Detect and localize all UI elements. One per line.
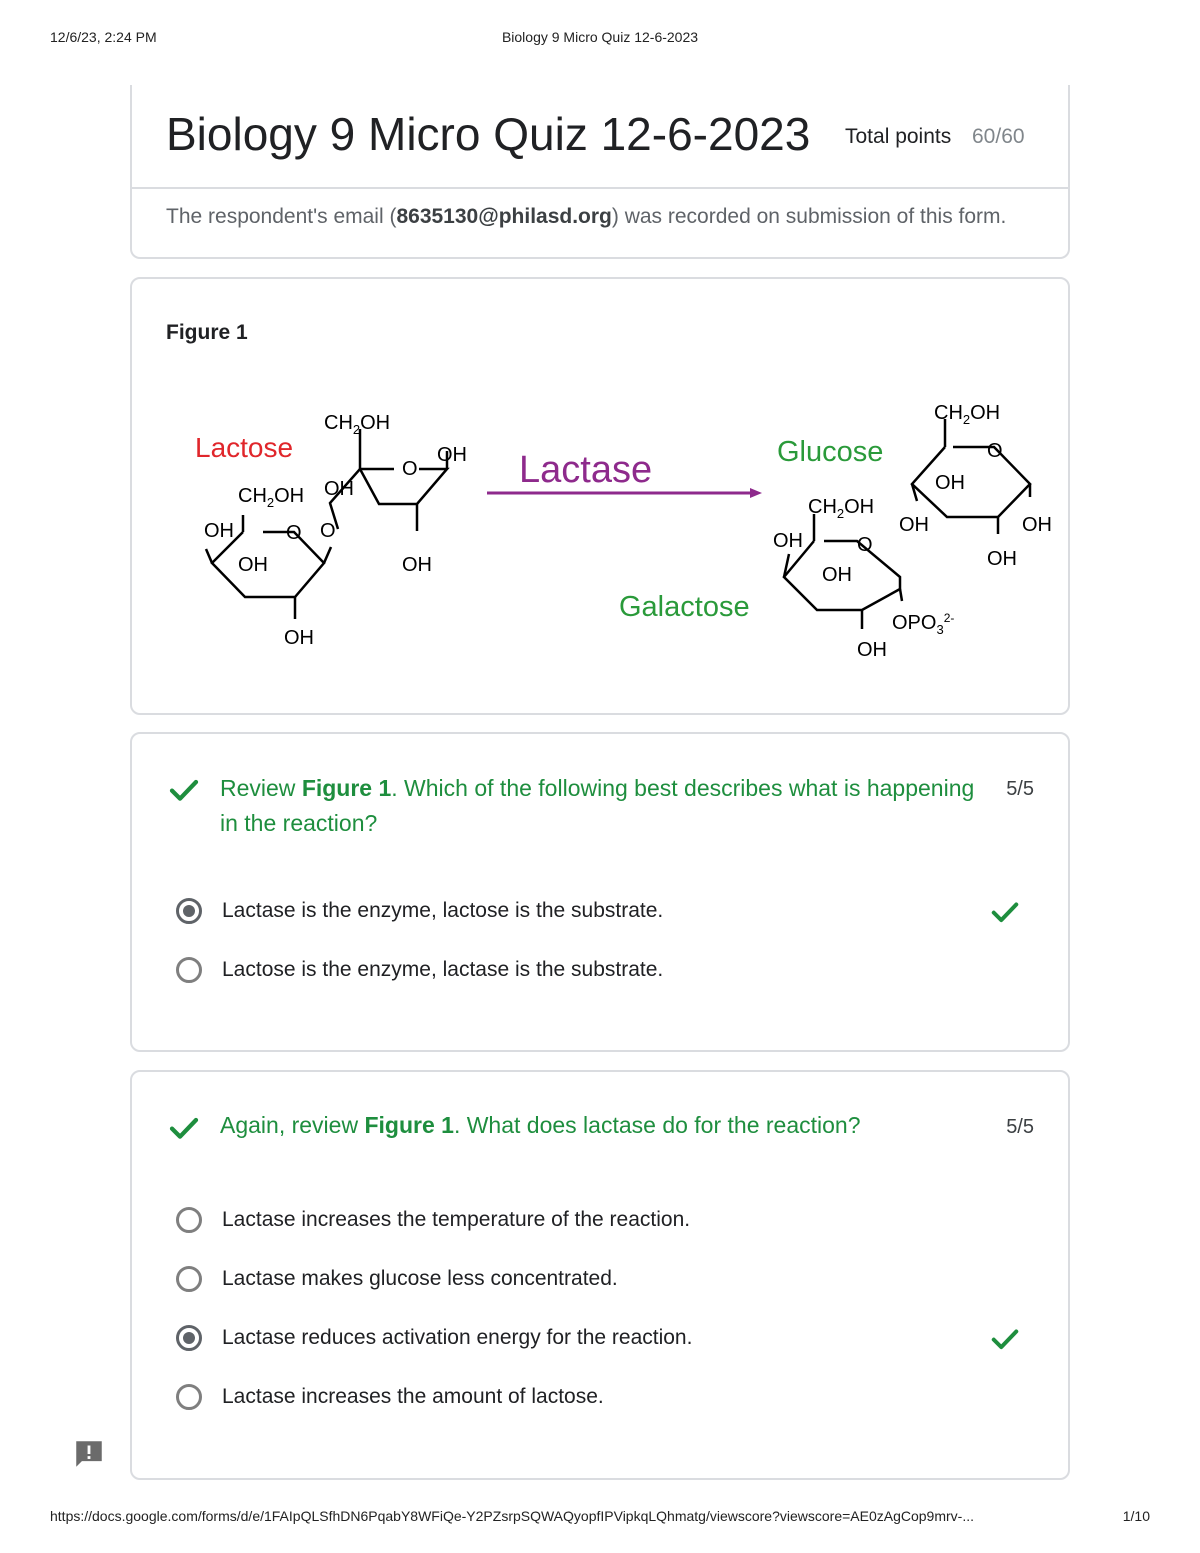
print-datetime: 12/6/23, 2:24 PM (50, 29, 157, 45)
svg-text:O: O (320, 520, 336, 542)
form-header-card (130, 85, 1070, 259)
svg-text:O: O (402, 458, 418, 480)
svg-text:OH: OH (822, 564, 852, 586)
question-card-2 (130, 1070, 1070, 1480)
option-2-3[interactable] (176, 1321, 692, 1355)
option-1-1[interactable] (176, 894, 663, 928)
label-lactase: Lactase (519, 449, 653, 491)
svg-text:OPO32-: $OPO_3^{2-}$ (892, 611, 955, 637)
option-2-1[interactable] (176, 1203, 690, 1237)
svg-text:OH: OH (238, 554, 268, 576)
glucose-ring (912, 447, 1030, 517)
question-score-2: 5/5 (1006, 1116, 1034, 1138)
lactose-reaction-figure (162, 389, 1052, 679)
svg-text:OH: OH (899, 514, 929, 536)
print-title: Biology 9 Micro Quiz 12-6-2023 (501, 29, 699, 45)
form-title: Biology 9 Micro Quiz 12-6-2023 (166, 108, 811, 160)
svg-text:OH: OH (857, 639, 887, 661)
option-1-2[interactable] (176, 953, 663, 987)
option-2-4[interactable] (176, 1380, 604, 1414)
svg-text:OH: OH (284, 627, 314, 649)
svg-text:OH: OH (402, 554, 432, 576)
respondent-email-note (166, 205, 1006, 229)
correct-check-icon (168, 774, 200, 806)
radio-selected[interactable] (176, 898, 202, 924)
radio-unselected[interactable] (176, 1207, 202, 1233)
question-text-1: Review Figure 1. Which of the following best describes what is happening in the reaction? (220, 775, 975, 836)
total-points-label: Total points (845, 125, 952, 148)
option-label: Lactase is the enzyme, lactose is the substrate. (222, 899, 664, 922)
figure-title: Figure 1 (166, 321, 248, 344)
svg-text:OH: OH (1022, 514, 1052, 536)
correct-check-icon (168, 1112, 200, 1144)
feedback-icon[interactable] (72, 1437, 106, 1471)
form-header-top (132, 85, 1068, 189)
option-label: Lactose is the enzyme, lactase is the substrate. (222, 958, 664, 981)
svg-text:OH: OH (204, 520, 234, 542)
email-prefix: The respondent's email ( (166, 205, 397, 228)
radio-unselected[interactable] (176, 1266, 202, 1292)
respondent-email: 8635130@philasd.org (396, 205, 612, 228)
svg-text:CH2OH: $CH_2OH$ (324, 412, 391, 437)
radio-unselected[interactable] (176, 1384, 202, 1410)
svg-text:OH: OH (987, 548, 1017, 570)
option-label: Lactase reduces activation energy for the reaction. (222, 1326, 693, 1349)
svg-text:O: O (286, 522, 302, 544)
svg-text:OH: OH (773, 530, 803, 552)
print-url: https://docs.google.com/forms/d/e/1FAIpQLSfhDN6PqabY8WFiQe-Y2PZsrpSQWAQyopfIPVipkqLQhmatg/viewscore?viewscore=AE0zAgCop9mrv-... (50, 1508, 974, 1524)
correct-answer-check-icon (990, 897, 1020, 927)
correct-answer-check-icon (990, 1324, 1020, 1354)
reaction-arrowhead (750, 488, 762, 498)
option-label: Lactase increases the amount of lactose. (222, 1385, 604, 1408)
label-glucose: Glucose (777, 436, 884, 468)
question-score-1: 5/5 (1006, 778, 1034, 800)
question-card-1 (130, 732, 1070, 1052)
svg-text:CH2OH: $CH_2OH$ (238, 485, 305, 510)
total-points-value: 60/60 (972, 125, 1025, 148)
label-galactose: Galactose (619, 591, 750, 623)
svg-text:CH2OH: $CH_2OH$ (808, 496, 875, 521)
option-label: Lactase increases the temperature of the reaction. (222, 1208, 691, 1231)
svg-text:OH: OH (935, 472, 965, 494)
option-label: Lactase makes glucose less concentrated. (222, 1267, 618, 1290)
svg-text:O: O (987, 440, 1003, 462)
svg-text:O: O (857, 534, 873, 556)
svg-text:OH: OH (437, 444, 467, 466)
label-lactose: Lactose (195, 432, 294, 463)
print-page-number: 1/10 (1122, 1508, 1150, 1524)
question-text-2: Again, review Figure 1. What does lactase do for the reaction? (220, 1112, 861, 1138)
option-2-2[interactable] (176, 1262, 618, 1296)
svg-text:OH: OH (324, 478, 354, 500)
radio-unselected[interactable] (176, 957, 202, 983)
radio-selected[interactable] (176, 1325, 202, 1351)
figure-card (130, 277, 1070, 715)
svg-text:CH2OH: $CH_2OH$ (934, 402, 1001, 427)
email-suffix: ) was recorded on submission of this form. (611, 205, 1007, 228)
